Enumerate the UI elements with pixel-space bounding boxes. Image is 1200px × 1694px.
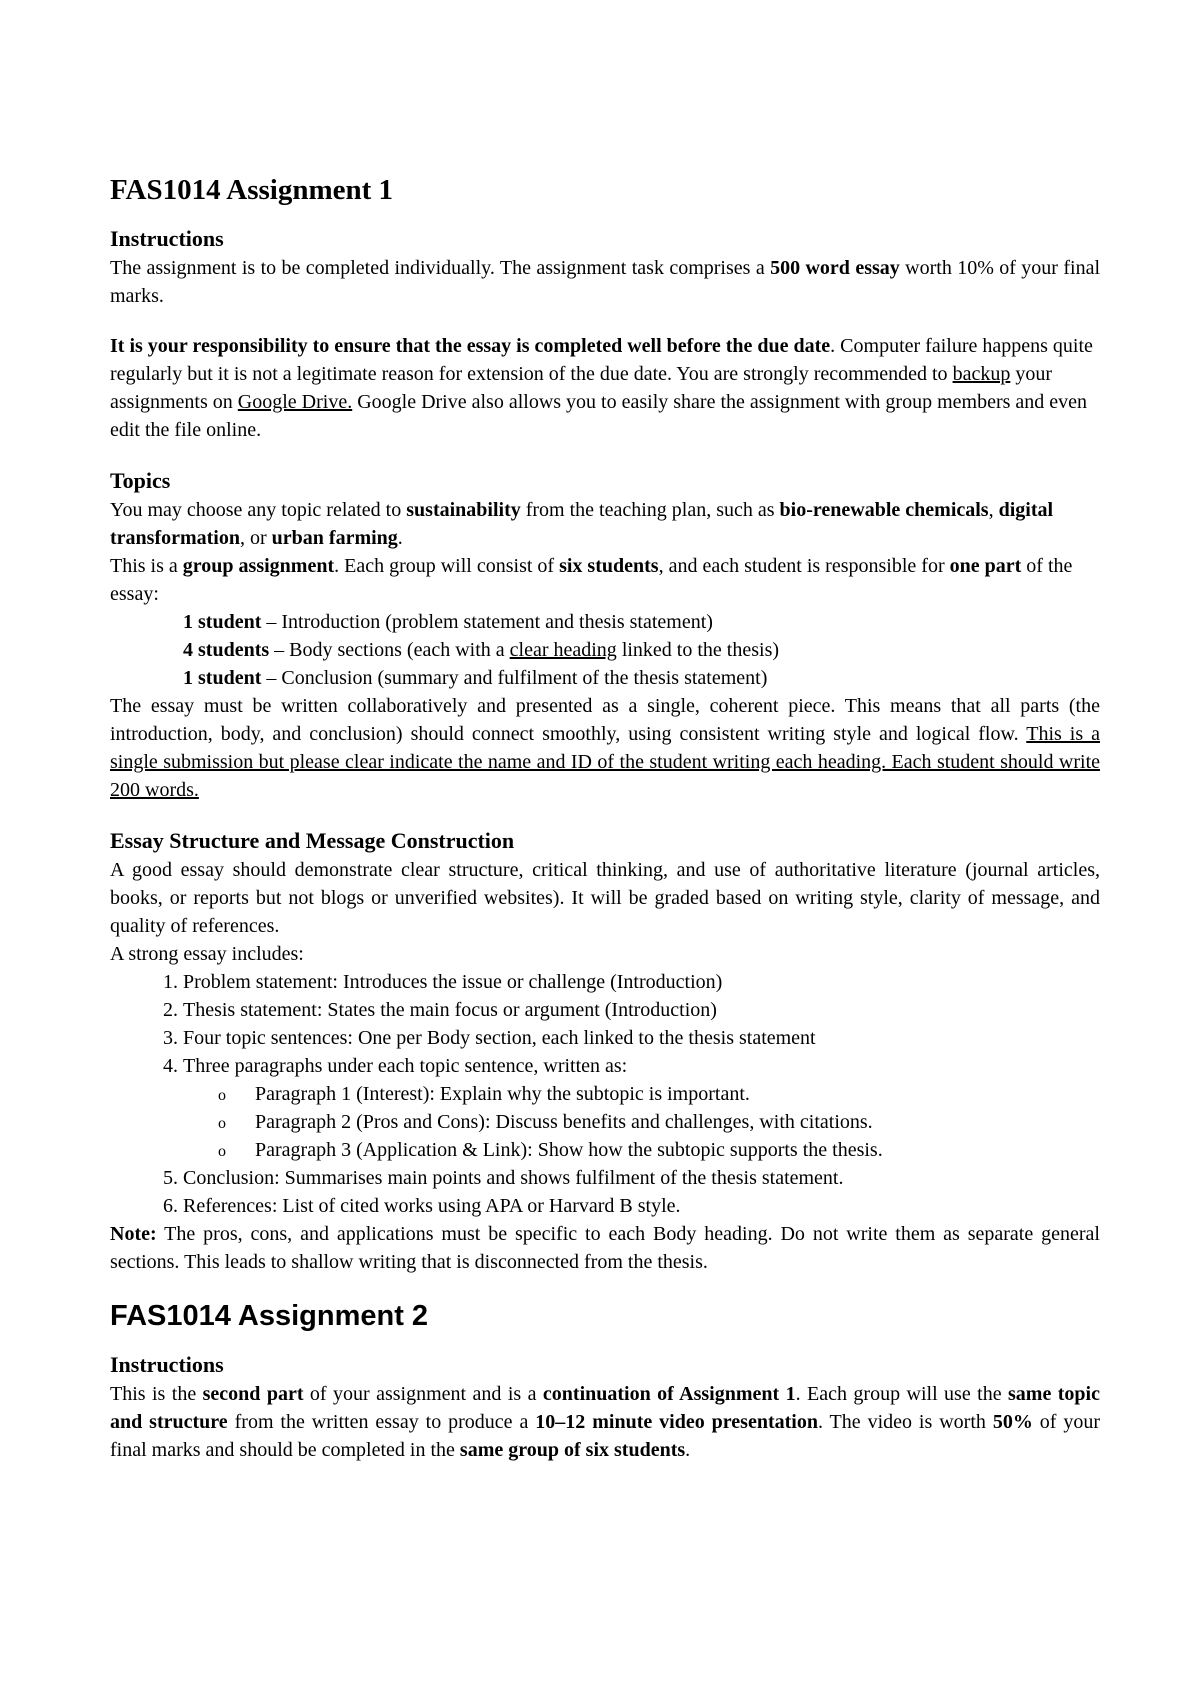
text-run: The assignment is to be completed individually. The assignment task comprises a bbox=[110, 257, 771, 279]
list-item: 6. References: List of cited works using APA or Harvard B style. bbox=[183, 1192, 1100, 1220]
bold-text: second part bbox=[202, 1383, 304, 1405]
list-item: 5. Conclusion: Summarises main points and shows fulfilment of the thesis statement. bbox=[183, 1164, 1100, 1192]
strong-essay-intro: A strong essay includes: bbox=[110, 943, 304, 965]
circle-bullet-icon: o bbox=[218, 1115, 226, 1132]
bold-text: six students bbox=[559, 555, 659, 577]
text-run: of the essay: bbox=[110, 555, 1073, 605]
list-item: 2. Thesis statement: States the main focus or argument (Introduction) bbox=[183, 996, 1100, 1024]
bold-text: 500 word essay bbox=[770, 257, 900, 279]
text-run: – Body sections (each with a bbox=[269, 639, 510, 661]
underlined-text: clear heading bbox=[509, 639, 617, 661]
sublist-item bbox=[218, 1136, 1100, 1164]
text-run: linked to the thesis) bbox=[616, 639, 780, 661]
text-run: of your assignment and is a bbox=[303, 1383, 543, 1405]
text-run: . Each group will use the bbox=[795, 1383, 1009, 1405]
sublist-item bbox=[218, 1108, 1100, 1136]
text-run: from the teaching plan, such as bbox=[520, 499, 780, 521]
google-drive-link[interactable]: Google Drive. bbox=[237, 391, 353, 413]
paragraph-sublist bbox=[183, 1080, 1100, 1164]
responsibility-paragraph bbox=[110, 332, 1100, 444]
bold-text: digital transformation bbox=[110, 499, 1054, 549]
bold-text: group assignment bbox=[182, 555, 335, 577]
bold-text: 50% bbox=[992, 1411, 1033, 1433]
bold-text: continuation of Assignment 1 bbox=[542, 1383, 796, 1405]
circle-bullet-icon: o bbox=[218, 1087, 226, 1104]
text-run: . bbox=[397, 527, 403, 549]
bold-text: same group of six students bbox=[459, 1439, 686, 1461]
list-item: 1. Problem statement: Introduces the issue or challenge (Introduction) bbox=[183, 968, 1100, 996]
text-run: . The video is worth bbox=[817, 1411, 993, 1433]
text-run: worth 10% of your final marks. bbox=[110, 257, 1100, 307]
role-introduction bbox=[110, 608, 1100, 636]
essay-structure-heading: Essay Structure and Message Construction bbox=[110, 828, 515, 853]
assignment2-title: FAS1014 Assignment 2 bbox=[110, 1300, 429, 1332]
bold-text: urban farming bbox=[271, 527, 398, 549]
essay-structure-paragraph: A good essay should demonstrate clear structure, critical thinking, and use of authoritative literature (journal articles, books, or reports but not blogs or unverified websites). It will be graded based on writing style, clarity of message, and quality of references. bbox=[110, 859, 1100, 937]
list-item-text: Three paragraphs under each topic sentence, written as: bbox=[183, 1055, 628, 1077]
essay-components-list bbox=[110, 968, 1100, 1220]
bold-text: It is your responsibility to ensure that the essay is completed well before the due date bbox=[110, 335, 831, 357]
text-run: This is the bbox=[110, 1383, 203, 1405]
list-item: 3. Four topic sentences: One per Body section, each linked to the thesis statement bbox=[183, 1024, 1100, 1052]
bold-text: sustainability bbox=[406, 499, 521, 521]
bold-text: bio-renewable chemicals bbox=[779, 499, 989, 521]
text-run: of your final marks and should be completed in the bbox=[110, 1411, 1101, 1461]
sublist-item bbox=[218, 1080, 1100, 1108]
bold-text: 4 students bbox=[183, 639, 270, 661]
text-run: – Introduction (problem statement and thesis statement) bbox=[261, 611, 713, 633]
text-run: , and each student is responsible for bbox=[658, 555, 950, 577]
text-run: You may choose any topic related to bbox=[110, 499, 407, 521]
assignment2-instructions-paragraph bbox=[110, 1380, 1100, 1464]
text-run: , bbox=[988, 499, 999, 521]
sublist-item-text: Paragraph 2 (Pros and Cons): Discuss benefits and challenges, with citations. bbox=[255, 1111, 873, 1133]
collaboration-paragraph bbox=[110, 692, 1100, 804]
assignment1-instructions-heading: Instructions bbox=[110, 226, 224, 251]
document-content bbox=[110, 172, 1100, 1464]
sublist-item-text: Paragraph 1 (Interest): Explain why the subtopic is important. bbox=[255, 1083, 750, 1105]
text-run: . Each group will consist of bbox=[334, 555, 560, 577]
text-run: . Computer failure happens quite regularly but it is not a legitimate reason for extension of the due date. You are strongly recommended to bbox=[110, 335, 1093, 385]
bold-text: same topic and structure bbox=[110, 1383, 1100, 1433]
text-run: – Conclusion (summary and fulfilment of the thesis statement) bbox=[261, 667, 768, 689]
sublist-item-text: Paragraph 3 (Application & Link): Show how the subtopic supports the thesis. bbox=[255, 1139, 883, 1161]
topics-paragraph bbox=[110, 496, 1100, 552]
assignment2-instructions-heading: Instructions bbox=[110, 1352, 224, 1377]
bold-text: 10–12 minute video presentation bbox=[535, 1411, 818, 1433]
bold-text: 1 student bbox=[183, 667, 262, 689]
backup-link[interactable]: backup bbox=[952, 363, 1011, 385]
text-run: The essay must be written collaboratively and presented as a single, coherent piece. This means that all parts (the introduction, body, and conclusion) should connect smoothly, using consistent writing style and logical flow. bbox=[110, 695, 1100, 745]
text-run: from the written essay to produce a bbox=[227, 1411, 536, 1433]
topics-heading: Topics bbox=[110, 468, 171, 493]
text-run: , or bbox=[239, 527, 272, 549]
bold-text: Note: bbox=[110, 1223, 157, 1245]
role-conclusion bbox=[110, 664, 1100, 692]
assignment1-title: FAS1014 Assignment 1 bbox=[110, 174, 394, 206]
text-run: The pros, cons, and applications must be specific to each Body heading. Do not write them as separate general sections. This leads to shallow writing that is disconnected from the thesis. bbox=[110, 1223, 1100, 1273]
bold-text: 1 student bbox=[183, 611, 262, 633]
text-run: This is a bbox=[110, 555, 183, 577]
text-run: . bbox=[685, 1439, 691, 1461]
circle-bullet-icon: o bbox=[218, 1143, 226, 1160]
bold-text: one part bbox=[949, 555, 1022, 577]
note-paragraph bbox=[110, 1220, 1100, 1276]
text-run: Google Drive also allows you to easily share the assignment with group members and even edit the file online. bbox=[110, 391, 1088, 441]
underlined-text: This is a single submission but please clear indicate the name and ID of the student writing each heading. Each student should write 200 words. bbox=[110, 723, 1101, 801]
role-body bbox=[110, 636, 1100, 664]
list-item bbox=[183, 1052, 1100, 1164]
group-assignment-paragraph bbox=[110, 552, 1100, 608]
text-run: your assignments on bbox=[110, 363, 1052, 413]
assignment1-instructions-paragraph bbox=[110, 254, 1100, 310]
